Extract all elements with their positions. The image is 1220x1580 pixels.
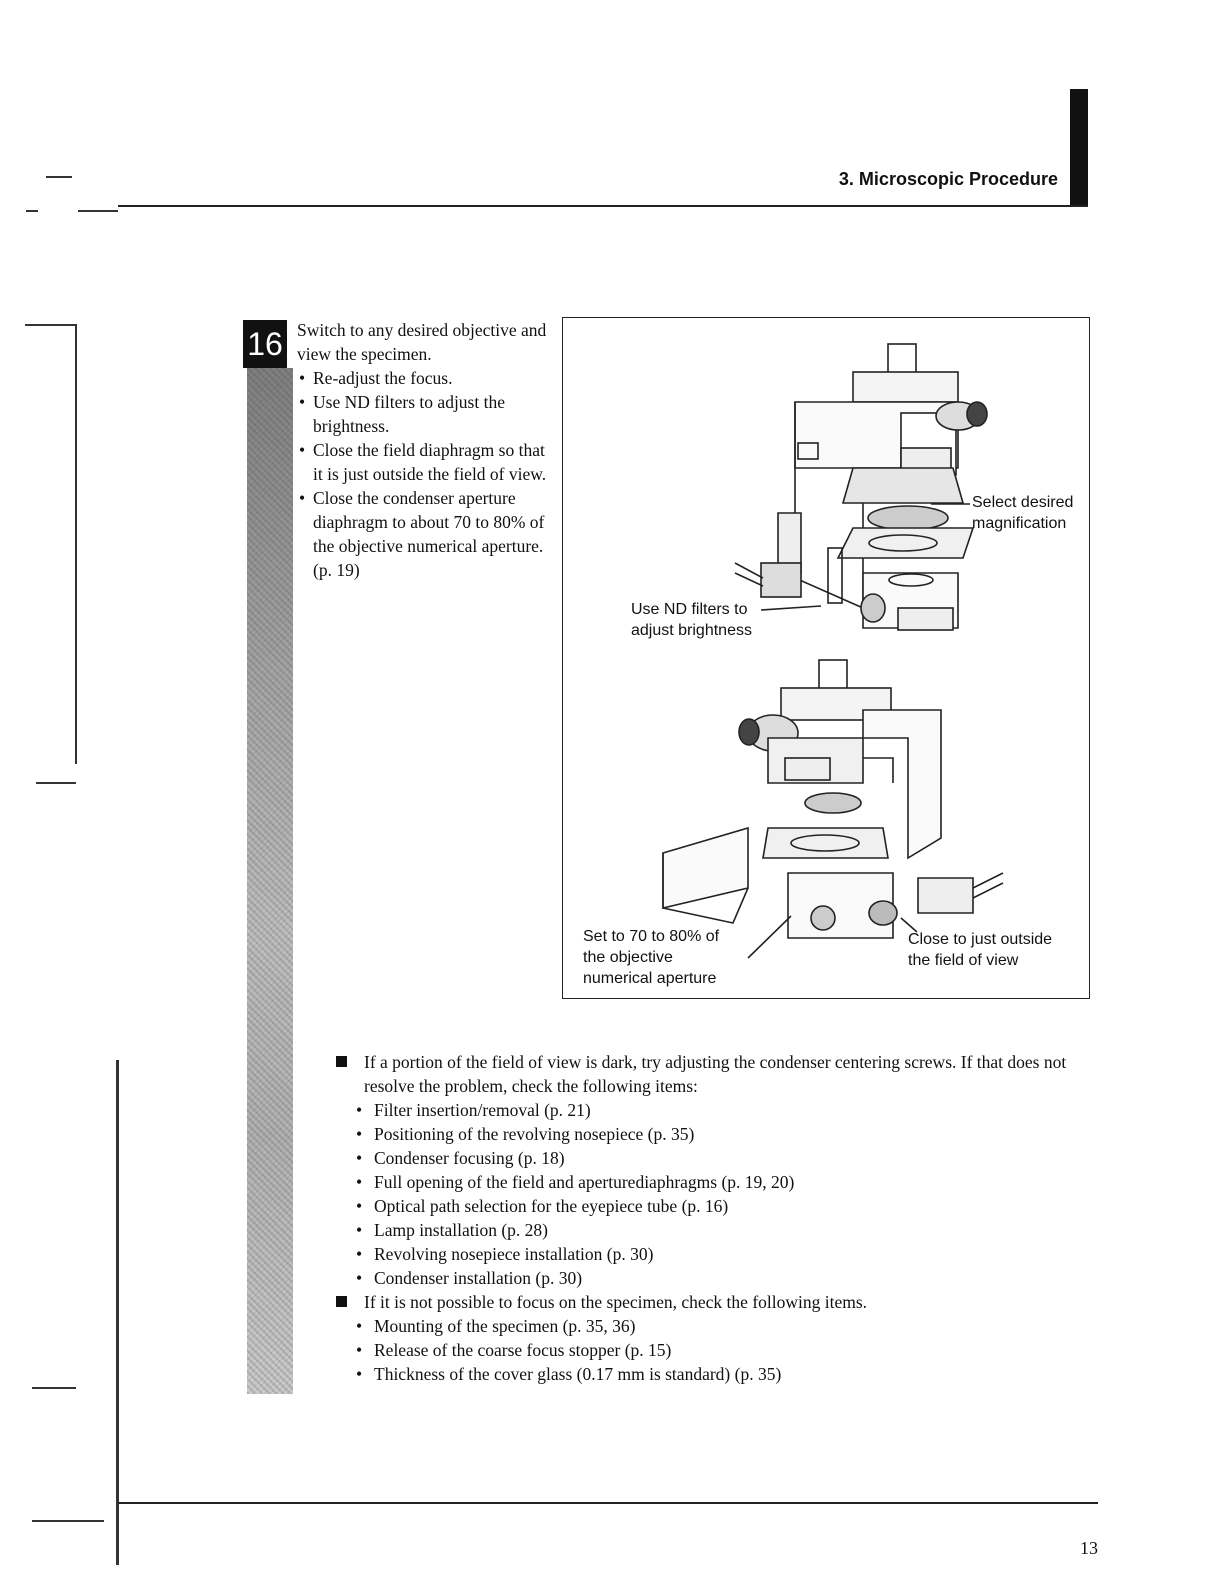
troubleshooting-text: If a portion of the field of view is dark, try adjusting the condenser centering screws. If that does not resolve the problem, check the following items: xyxy=(364,1052,1067,1096)
microscope-lower-drawing xyxy=(663,660,1003,938)
binding-mark xyxy=(32,1387,76,1389)
callout-field-diaphragm: Close to just outside the field of view xyxy=(908,931,1053,969)
step-bullet: • Re-adjust the focus. xyxy=(297,366,547,390)
binding-mark xyxy=(32,1520,104,1522)
callout-aperture: Set to 70 to 80% of the objective numerical aperture xyxy=(583,928,720,987)
checklist-item: • Condenser focusing (p. 18) xyxy=(356,1146,1106,1170)
step-bullet: • Close the field diaphragm so that it is just outside the field of view. xyxy=(297,438,547,486)
callout-nd-filters: Use ND filters to adjust brightness xyxy=(631,601,752,639)
checklist-item: • Optical path selection for the eyepiece tube (p. 16) xyxy=(356,1194,1106,1218)
section-title: 3. Microscopic Procedure xyxy=(838,169,1058,189)
binding-mark xyxy=(78,210,118,212)
microscope-illustrations xyxy=(563,318,1091,1000)
checklist-item: • Revolving nosepiece installation (p. 30) xyxy=(356,1242,1106,1266)
checklist-item: • Lamp installation (p. 28) xyxy=(356,1218,1106,1242)
troubleshooting-text: If it is not possible to focus on the specimen, check the following items. xyxy=(364,1292,868,1312)
binding-mark xyxy=(25,324,77,326)
checklist-item: • Mounting of the specimen (p. 35, 36) xyxy=(356,1314,1106,1338)
callout-select-magnification: Select desired magnification xyxy=(972,494,1074,532)
binding-mark xyxy=(26,210,38,212)
square-bullet-icon xyxy=(336,1056,347,1067)
troubleshooting-item xyxy=(336,1290,1106,1314)
square-bullet-icon xyxy=(336,1296,347,1307)
microscope-figure xyxy=(562,317,1090,999)
step-intro: Switch to any desired objective and view the specimen. xyxy=(297,320,547,364)
troubleshooting-checklist xyxy=(336,1098,1106,1290)
page-number: 13 xyxy=(1080,1538,1098,1558)
checklist-item: • Filter insertion/removal (p. 21) xyxy=(356,1098,1106,1122)
checklist-item: • Thickness of the cover glass (0.17 mm is standard) (p. 35) xyxy=(356,1362,1106,1386)
step-bullet: • Use ND filters to adjust the brightness. xyxy=(297,390,547,438)
binding-mark xyxy=(36,782,76,784)
step-number-badge: 16 xyxy=(243,320,287,368)
step-bullet-list xyxy=(297,366,547,582)
binding-mark xyxy=(46,176,72,178)
checklist-item: • Full opening of the field and aperturediaphragms (p. 19, 20) xyxy=(356,1170,1106,1194)
troubleshooting-item xyxy=(336,1050,1106,1098)
checklist-item: • Positioning of the revolving nosepiece (p. 35) xyxy=(356,1122,1106,1146)
troubleshooting-checklist xyxy=(336,1314,1106,1386)
footer-rule xyxy=(118,1502,1098,1504)
leader-line xyxy=(748,916,791,958)
checklist-item: • Condenser installation (p. 30) xyxy=(356,1266,1106,1290)
microscope-upper-drawing xyxy=(735,344,987,630)
header-rule xyxy=(118,205,1088,207)
checklist-item: • Release of the coarse focus stopper (p. 15) xyxy=(356,1338,1106,1362)
step-side-strip xyxy=(247,368,293,1394)
troubleshooting-notes xyxy=(336,1050,1106,1386)
section-tab-bar xyxy=(1070,89,1088,207)
binding-mark xyxy=(75,324,77,764)
step-bullet: • Close the condenser aperture diaphragm to about 70 to 80% of the objective numerical aperture. (p. 19) xyxy=(297,486,547,582)
step-instructions xyxy=(297,318,547,582)
binding-mark xyxy=(116,1060,119,1565)
